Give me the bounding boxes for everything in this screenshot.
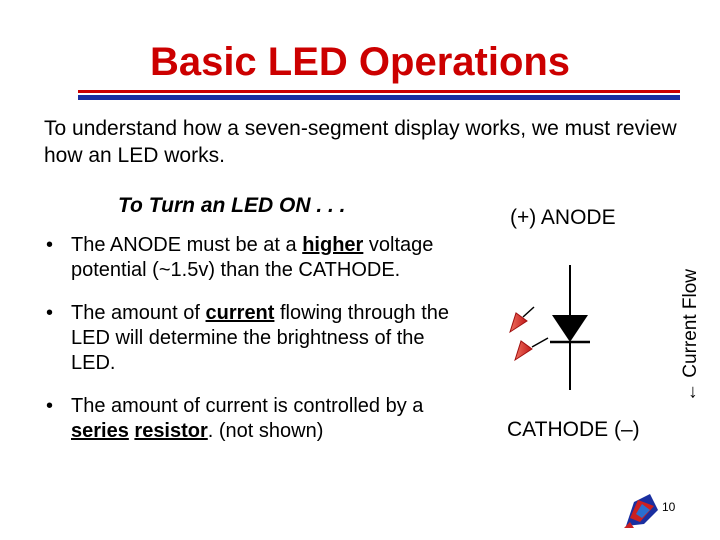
- emphasis-text: higher: [302, 234, 364, 256]
- bullet-item: [44, 233, 464, 283]
- bullet-item: [44, 301, 464, 376]
- bullet-text: The amount of: [71, 302, 206, 324]
- title-rule-blue: [78, 95, 680, 100]
- current-flow-label: ← Current Flow: [680, 268, 701, 402]
- bullet-text: . (not shown): [207, 420, 324, 442]
- led-symbol-diagram: [490, 250, 600, 400]
- bullet-text: voltage potential (~1.5v) than the CATHODE.: [71, 234, 434, 281]
- title-rule-red: [78, 90, 680, 93]
- bullet-text: The ANODE must be at a: [71, 234, 303, 256]
- anode-label: (+) ANODE: [510, 206, 616, 229]
- page-number: 10: [662, 500, 676, 514]
- bullet-list: [44, 233, 464, 444]
- bullet-item: [44, 394, 464, 444]
- emphasis-text: resistor: [134, 420, 208, 442]
- slide-title: Basic LED Operations: [149, 40, 571, 84]
- emphasis-text: current: [205, 302, 275, 324]
- bullet-text: flowing through the LED will determine the brightness of the LED.: [71, 302, 449, 374]
- bullet-text: The amount of current is controlled by a: [71, 395, 424, 417]
- cathode-label: CATHODE (–): [507, 418, 640, 441]
- emphasis-text: series: [71, 420, 129, 442]
- light-arrow-upper: [510, 307, 534, 332]
- intro-text: To understand how a seven-segment display works, we must review how an LED works.: [44, 117, 677, 167]
- subheading: To Turn an LED ON . . .: [118, 194, 346, 217]
- light-arrow-lower: [515, 338, 548, 360]
- diode-triangle: [552, 315, 588, 342]
- publisher-logo-icon: [620, 488, 664, 532]
